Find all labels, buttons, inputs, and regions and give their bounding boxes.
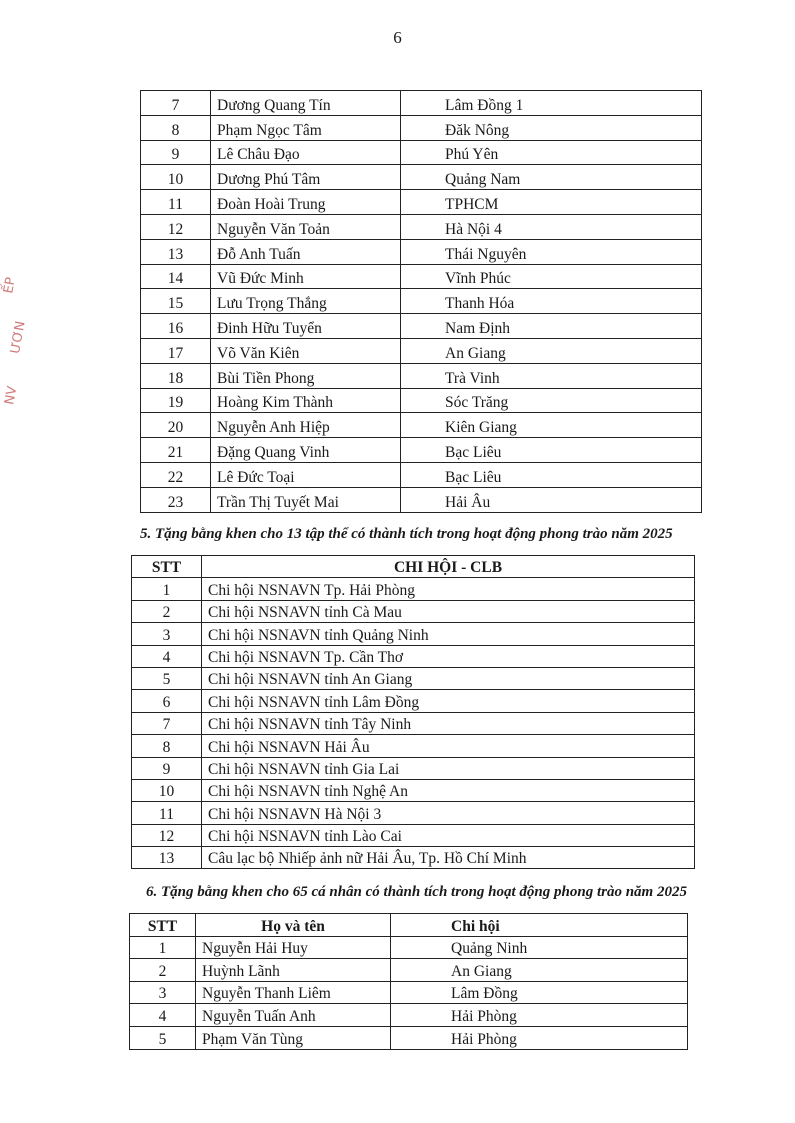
- row-number: 22: [141, 462, 211, 487]
- row-name: Chi hội NSNAVN Tp. Cần Thơ: [202, 645, 695, 667]
- row-branch: Đăk Nông: [401, 115, 702, 140]
- table-row: [132, 735, 695, 757]
- row-number: 16: [141, 314, 211, 339]
- row-name: Nguyễn Thanh Liêm: [196, 981, 391, 1004]
- row-name: Nguyễn Tuấn Anh: [196, 1004, 391, 1027]
- row-number: 9: [132, 757, 202, 779]
- row-name: Phạm Ngọc Tâm: [211, 115, 401, 140]
- header-chi-hoi-clb: CHI HỘI - CLB: [202, 556, 695, 578]
- table-row: [141, 438, 702, 463]
- row-number: 1: [132, 578, 202, 600]
- row-branch: Quảng Nam: [401, 165, 702, 190]
- row-name: Chi hội NSNAVN tỉnh Tây Ninh: [202, 712, 695, 734]
- table-row: [132, 667, 695, 689]
- row-branch: Hải Phòng: [391, 1004, 688, 1027]
- row-branch: Lâm Đồng 1: [401, 91, 702, 116]
- row-name: Chi hội NSNAVN tỉnh Cà Mau: [202, 600, 695, 622]
- row-branch: Trà Vinh: [401, 363, 702, 388]
- row-branch: Lâm Đồng: [391, 981, 688, 1004]
- table-row: [141, 413, 702, 438]
- row-branch: TPHCM: [401, 190, 702, 215]
- table-row: [141, 140, 702, 165]
- row-name: Đoàn Hoài Trung: [211, 190, 401, 215]
- row-name: Chi hội NSNAVN tỉnh Lâm Đồng: [202, 690, 695, 712]
- row-branch: Bạc Liêu: [401, 462, 702, 487]
- header-stt: STT: [132, 556, 202, 578]
- row-branch: Thái Nguyên: [401, 239, 702, 264]
- row-number: 13: [132, 847, 202, 869]
- row-name: Lê Châu Đạo: [211, 140, 401, 165]
- row-number: 14: [141, 264, 211, 289]
- table-row: [141, 363, 702, 388]
- row-branch: Sóc Trăng: [401, 388, 702, 413]
- row-name: Nguyễn Hải Huy: [196, 936, 391, 959]
- table-row: [132, 600, 695, 622]
- table-header-row: [132, 556, 695, 578]
- row-number: 10: [132, 779, 202, 801]
- row-name: Chi hội NSNAVN tỉnh Lào Cai: [202, 824, 695, 846]
- row-number: 13: [141, 239, 211, 264]
- table-row: [141, 264, 702, 289]
- table-row: [132, 690, 695, 712]
- row-branch: Vĩnh Phúc: [401, 264, 702, 289]
- table-row: [141, 314, 702, 339]
- table-row: [132, 712, 695, 734]
- row-branch: Hải Phòng: [391, 1026, 688, 1049]
- table-row: [141, 239, 702, 264]
- row-name: Đỗ Anh Tuấn: [211, 239, 401, 264]
- header-chi-hoi: Chi hội: [391, 914, 688, 937]
- collectives-awards-table: [131, 555, 695, 869]
- table-row: [141, 462, 702, 487]
- row-name: Dương Phú Tâm: [211, 165, 401, 190]
- row-name: Hoàng Kim Thành: [211, 388, 401, 413]
- table-row: [141, 214, 702, 239]
- row-name: Võ Văn Kiên: [211, 338, 401, 363]
- row-number: 6: [132, 690, 202, 712]
- row-number: 12: [132, 824, 202, 846]
- table-row: [141, 115, 702, 140]
- row-number: 18: [141, 363, 211, 388]
- row-number: 15: [141, 289, 211, 314]
- row-number: 8: [132, 735, 202, 757]
- row-number: 19: [141, 388, 211, 413]
- row-name: Chi hội NSNAVN tỉnh Quảng Ninh: [202, 623, 695, 645]
- row-name: Lưu Trọng Thắng: [211, 289, 401, 314]
- row-number: 5: [130, 1026, 196, 1049]
- row-branch: Quảng Ninh: [391, 936, 688, 959]
- row-name: Nguyễn Văn Toản: [211, 214, 401, 239]
- row-name: Lê Đức Toại: [211, 462, 401, 487]
- table-row: [132, 824, 695, 846]
- row-branch: An Giang: [391, 959, 688, 982]
- row-name: Nguyễn Anh Hiệp: [211, 413, 401, 438]
- table-row: [141, 165, 702, 190]
- awards-individuals-table-continued: [140, 90, 702, 513]
- table-row: [130, 1004, 688, 1027]
- table-row: [130, 959, 688, 982]
- row-branch: Hải Âu: [401, 487, 702, 512]
- table-row: [132, 578, 695, 600]
- row-branch: Nam Định: [401, 314, 702, 339]
- row-name: Bùi Tiền Phong: [211, 363, 401, 388]
- row-name: Chi hội NSNAVN tỉnh An Giang: [202, 667, 695, 689]
- row-name: Đặng Quang Vinh: [211, 438, 401, 463]
- row-branch: Kiên Giang: [401, 413, 702, 438]
- header-stt: STT: [130, 914, 196, 937]
- row-number: 3: [132, 623, 202, 645]
- stamp-fragment: ẾP: [1, 276, 19, 295]
- table-row: [132, 757, 695, 779]
- row-number: 12: [141, 214, 211, 239]
- row-number: 9: [141, 140, 211, 165]
- row-number: 11: [132, 802, 202, 824]
- row-name: Dương Quang Tín: [211, 91, 401, 116]
- section-5-heading: 5. Tặng bằng khen cho 13 tập thể có thành tích trong hoạt động phong trào năm 2025: [140, 526, 673, 542]
- stamp-fragment: NV: [2, 385, 21, 406]
- table-row: [130, 981, 688, 1004]
- table-row: [130, 1026, 688, 1049]
- row-number: 2: [130, 959, 196, 982]
- row-number: 8: [141, 115, 211, 140]
- row-number: 4: [132, 645, 202, 667]
- row-name: Câu lạc bộ Nhiếp ảnh nữ Hải Âu, Tp. Hồ Chí Minh: [202, 847, 695, 869]
- table-row: [141, 338, 702, 363]
- table-row: [132, 802, 695, 824]
- row-name: Huỳnh Lãnh: [196, 959, 391, 982]
- row-number: 10: [141, 165, 211, 190]
- row-name: Chi hội NSNAVN Hà Nội 3: [202, 802, 695, 824]
- row-name: Trần Thị Tuyết Mai: [211, 487, 401, 512]
- row-number: 17: [141, 338, 211, 363]
- row-number: 4: [130, 1004, 196, 1027]
- stamp-fragment: ƯƠN: [8, 320, 29, 355]
- row-number: 7: [132, 712, 202, 734]
- row-name: Phạm Văn Tùng: [196, 1026, 391, 1049]
- section-6-heading: 6. Tặng bằng khen cho 65 cá nhân có thành tích trong hoạt động phong trào năm 2025: [146, 884, 687, 900]
- table-row: [132, 847, 695, 869]
- row-name: Chi hội NSNAVN Tp. Hải Phòng: [202, 578, 695, 600]
- page-number: 6: [393, 28, 402, 47]
- row-number: 3: [130, 981, 196, 1004]
- row-number: 7: [141, 91, 211, 116]
- table-row: [130, 936, 688, 959]
- row-number: 2: [132, 600, 202, 622]
- row-number: 21: [141, 438, 211, 463]
- row-name: Chi hội NSNAVN tỉnh Nghệ An: [202, 779, 695, 801]
- row-name: Đinh Hữu Tuyển: [211, 314, 401, 339]
- row-number: 23: [141, 487, 211, 512]
- row-number: 20: [141, 413, 211, 438]
- row-name: Chi hội NSNAVN Hải Âu: [202, 735, 695, 757]
- row-number: 1: [130, 936, 196, 959]
- header-ho-va-ten: Họ và tên: [196, 914, 391, 937]
- row-number: 11: [141, 190, 211, 215]
- row-number: 5: [132, 667, 202, 689]
- table-row: [132, 623, 695, 645]
- individuals-awards-table: [129, 913, 688, 1050]
- table-row: [141, 289, 702, 314]
- table-row: [141, 190, 702, 215]
- row-branch: Bạc Liêu: [401, 438, 702, 463]
- row-name: Vũ Đức Minh: [211, 264, 401, 289]
- row-branch: An Giang: [401, 338, 702, 363]
- table-row: [141, 91, 702, 116]
- row-branch: Thanh Hóa: [401, 289, 702, 314]
- table-row: [132, 645, 695, 667]
- row-branch: Phú Yên: [401, 140, 702, 165]
- table-row: [141, 388, 702, 413]
- row-name: Chi hội NSNAVN tỉnh Gia Lai: [202, 757, 695, 779]
- row-branch: Hà Nội 4: [401, 214, 702, 239]
- table-row: [141, 487, 702, 512]
- table-header-row: [130, 914, 688, 937]
- table-row: [132, 779, 695, 801]
